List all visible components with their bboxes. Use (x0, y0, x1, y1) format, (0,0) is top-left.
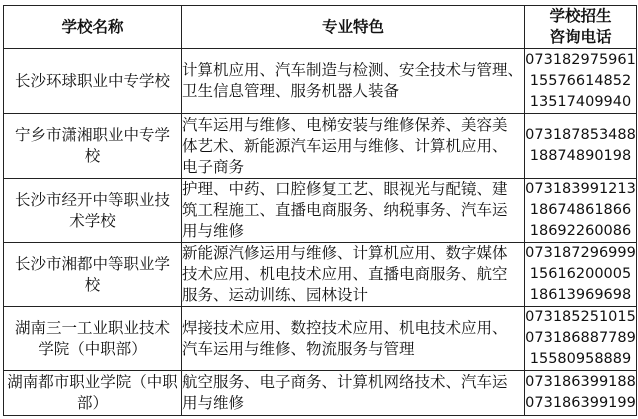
phone-cell (525, 371, 637, 416)
school-name-cell (4, 243, 182, 307)
school-name-cell (4, 49, 182, 114)
major-cell (182, 243, 525, 307)
table-row (4, 114, 637, 179)
table-row (4, 243, 637, 307)
major-line: 汽车运用与维修、物流服务与管理 (182, 339, 415, 358)
header-phone-line: 咨询电话 (549, 28, 612, 46)
header-phone (525, 6, 637, 49)
school-name-line: 术学校 (69, 211, 116, 230)
school-name-line: 长沙市湘都中等职业学 (14, 254, 170, 273)
major-line: 新能源汽修运用与维修、计算机应用、数字媒体 (182, 244, 508, 262)
major-line: 护理、中药、口腔修复工艺、眼视光与配镜、建 (182, 180, 508, 198)
phone-line: 15580958889 (529, 351, 632, 367)
header-phone-line: 学校招生 (549, 7, 612, 25)
phone-line: 073185251015 (525, 309, 636, 325)
major-cell (182, 371, 525, 416)
school-name-line: 部） (76, 394, 108, 412)
major-line: 卫生信息管理、服务机器人装备 (182, 82, 400, 100)
major-line: 焊接技术应用、数控技术应用、机电技术应用、 (182, 318, 508, 337)
school-name-cell (4, 371, 182, 416)
table-header-row (4, 6, 637, 49)
school-name-line: 宁乡市潇湘职业中专学 (14, 126, 170, 144)
major-line: 计算机应用、汽车制造与检测、安全技术与管理、 (182, 61, 524, 79)
school-name-line: 校 (84, 275, 101, 294)
major-cell (182, 307, 525, 371)
header-school-name: 学校名称 (4, 6, 182, 49)
phone-line: 18692260086 (529, 223, 632, 239)
school-name-line: 湖南三一工业职业技术 (14, 318, 170, 337)
school-name-line: 长沙环球职业中专学校 (14, 71, 170, 90)
major-line: 电子商务 (182, 157, 245, 176)
phone-cell (525, 49, 637, 114)
major-line: 航空服务、电子商务、计算机网络技术、汽车运 (182, 373, 508, 391)
major-cell (182, 49, 525, 114)
phone-line: 15576614852 (529, 72, 632, 89)
phone-line: 18674861866 (529, 202, 632, 218)
major-cell (182, 114, 525, 179)
phone-line: 073186399199 (525, 395, 636, 411)
phone-cell (525, 179, 637, 243)
major-line: 体艺术、新能源汽车运用与维修、计算机应用、 (182, 136, 508, 155)
major-line: 服务、运动训练、园林设计 (182, 286, 369, 304)
table-row (4, 179, 637, 243)
major-line: 汽车运用与维修、电梯安装与维修保养、美容美 (182, 115, 508, 134)
major-line: 用与维修 (182, 222, 245, 240)
school-table (3, 5, 637, 416)
phone-line: 073187296999 (525, 245, 636, 261)
school-name-cell (4, 307, 182, 371)
school-name-line: 湖南都市职业学院（中职 (7, 373, 178, 391)
phone-line: 073183991213 (525, 181, 636, 197)
phone-line: 073182975961 (525, 51, 636, 68)
phone-line: 073187853488 (525, 127, 636, 143)
major-line: 技术应用、机电技术应用、直播电商服务、航空 (182, 265, 508, 283)
major-line: 筑工程施工、直播电商服务、纳税事务、汽车运 (182, 201, 508, 219)
major-line: 用与维修 (182, 394, 245, 412)
phone-cell (525, 114, 637, 179)
phone-line: 18613969698 (529, 287, 632, 303)
school-name-cell (4, 179, 182, 243)
table-row (4, 49, 637, 114)
phone-line: 073186887789 (525, 330, 636, 346)
table-row (4, 371, 637, 416)
table-row (4, 307, 637, 371)
school-name-cell (4, 114, 182, 179)
phone-line: 073186399188 (525, 374, 636, 390)
phone-cell (525, 307, 637, 371)
school-name-line: 学院（中职部） (38, 339, 147, 358)
phone-line: 15616200005 (529, 266, 632, 282)
phone-line: 18874890198 (529, 148, 632, 164)
school-name-line: 长沙市经开中等职业技 (14, 190, 170, 209)
phone-cell (525, 243, 637, 307)
major-cell (182, 179, 525, 243)
school-name-line: 校 (84, 147, 101, 165)
header-major: 专业特色 (182, 6, 525, 49)
phone-line: 13517409940 (529, 93, 632, 110)
